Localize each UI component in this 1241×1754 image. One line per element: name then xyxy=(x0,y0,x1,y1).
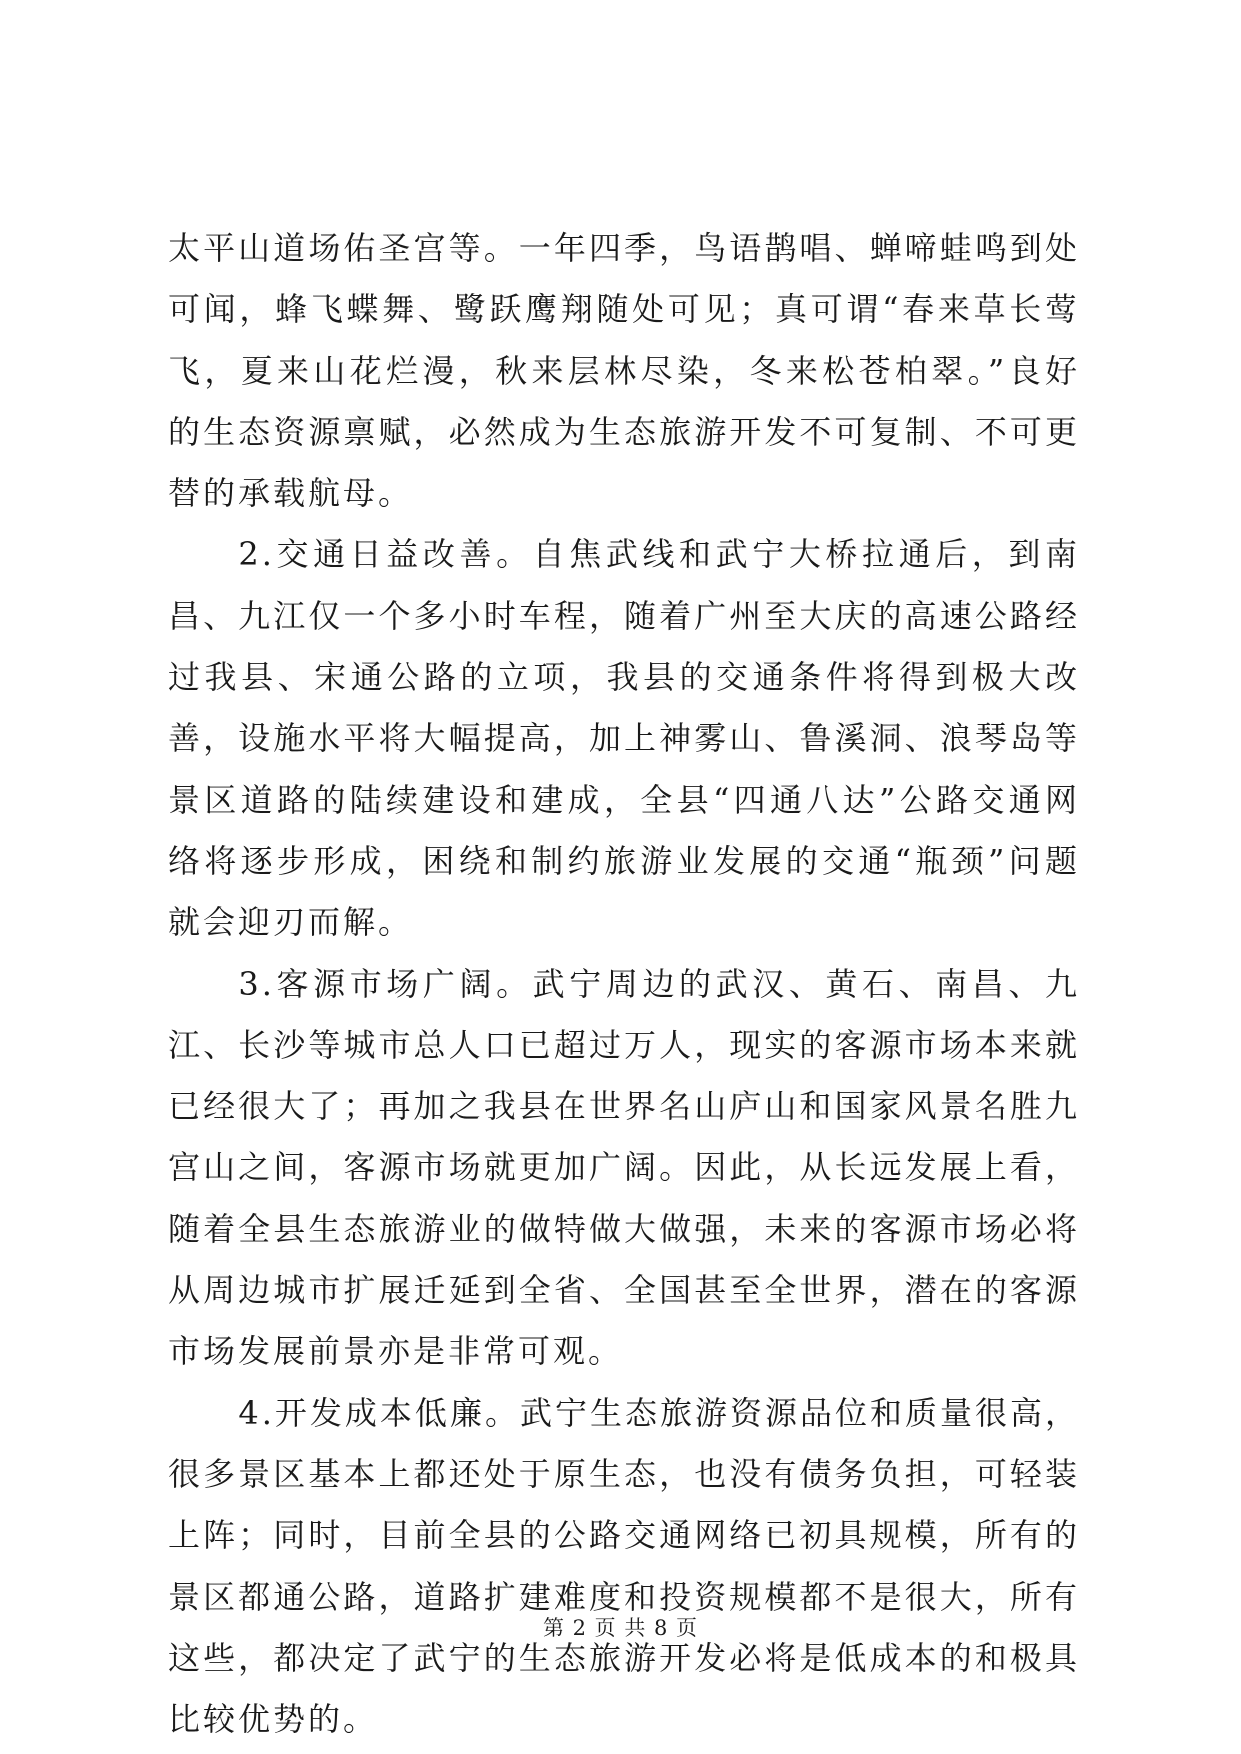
paragraph-cost: 4.开发成本低廉。武宁生态旅游资源品位和质量很高，很多景区基本上都还处于原生态，也没有债务负担，可轻装上阵；同时，目前全县的公路交通网络已初具规模，所有的景区都通公路，道路扩建难度和投资规模都不是很大，所有这些，都决定了武宁的生态旅游开发必将是低成本的和极具比较优势的。 xyxy=(168,1393,1080,1739)
paragraph-continuation: 太平山道场佑圣宫等。一年四季，鸟语鹊唱、蝉啼蛙鸣到处可闻，蜂飞蝶舞、鹭跃鹰翔随处可见；真可谓“春来草长莺飞，夏来山花烂漫，秋来层林尽染，冬来松苍柏翠。”良好的生态资源禀赋，必然成为生态旅游开发不可复制、不可更替的承载航母。 xyxy=(168,229,1080,513)
page-number: 第 2 页 共 8 页 xyxy=(542,1616,699,1640)
document-body xyxy=(168,218,1080,1750)
page-footer xyxy=(0,1612,1241,1642)
paragraph-market: 3.客源市场广阔。武宁周边的武汉、黄石、南昌、九江、长沙等城市总人口已超过万人，现实的客源市场本来就已经很大了；再加之我县在世界名山庐山和国家风景名胜九宫山之间，客源市场就更加广阔。因此，从长远发展上看，随着全县生态旅游业的做特做大做强，未来的客源市场必将从周边城市扩展迁延到全省、全国甚至全世界，潜在的客源市场发展前景亦是非常可观。 xyxy=(168,964,1080,1371)
paragraph-transport: 2.交通日益改善。自焦武线和武宁大桥拉通后，到南昌、九江仅一个多小时车程，随着广州至大庆的高速公路经过我县、宋通公路的立项，我县的交通条件将得到极大改善，设施水平将大幅提高，加上神雾山、鲁溪洞、浪琴岛等景区道路的陆续建设和建成，全县“四通八达”公路交通网络将逐步形成，困绕和制约旅游业发展的交通“瓶颈”问题就会迎刃而解。 xyxy=(168,535,1080,942)
